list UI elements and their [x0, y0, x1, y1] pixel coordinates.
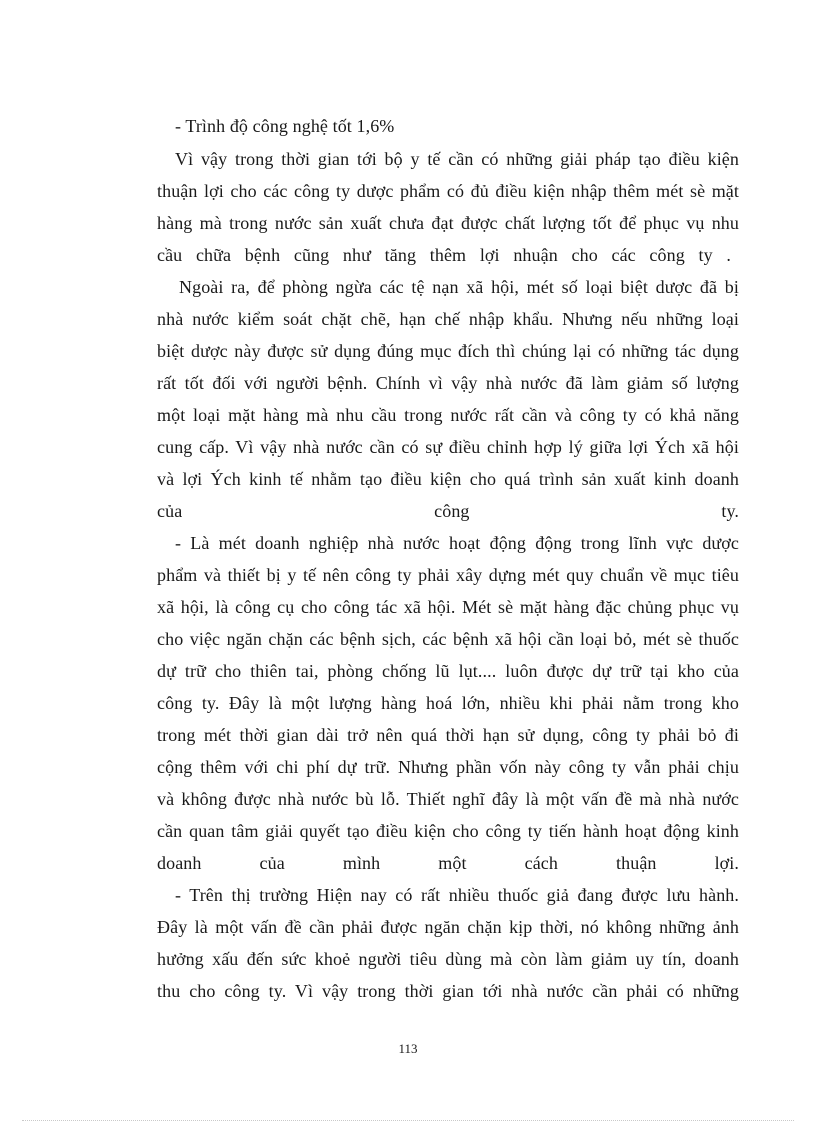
text-line-19: công ty. Đây là một lượng hàng hoá lớn, nhiều khi phải nằm trong kho	[157, 693, 739, 713]
text-line-21: cộng thêm với chi phí dự trữ. Nhưng phần vốn này công ty vẫn phải chịu	[157, 757, 739, 777]
text-line-18: dự trữ cho thiên tai, phòng chống lũ lụt.... luôn được dự trữ tại kho của	[157, 661, 739, 681]
text-line-11: cung cấp. Vì vậy nhà nước cần có sự điều chỉnh hợp lý giữa lợi Ých xã hội	[157, 437, 739, 457]
text-line-26: Đây là một vấn đề cần phải được ngăn chặn kịp thời, nó không những ảnh	[157, 917, 739, 937]
text-line-6: Ngoài ra, để phòng ngừa các tệ nạn xã hội, mét số loại biệt dược đã bị	[179, 277, 739, 297]
text-line-5: cầu chữa bệnh cũng như tăng thêm lợi nhuận cho các công ty .	[157, 245, 731, 265]
text-line-8: biệt dược này được sử dụng đúng mục đích thì chúng lại có những tác dụng	[157, 341, 739, 361]
text-line-27: hưởng xấu đến sức khoẻ người tiêu dùng mà còn làm giảm uy tín, doanh	[157, 949, 739, 969]
text-line-28: thu cho công ty. Vì vậy trong thời gian tới nhà nước cần phải có những	[157, 981, 739, 1001]
text-line-16: xã hội, là công cụ cho công tác xã hội. Mét sè mặt hàng đặc chủng phục vụ	[157, 597, 739, 617]
text-line-15: phẩm và thiết bị y tế nên công ty phải xây dựng mét quy chuẩn về mục tiêu	[157, 565, 739, 585]
text-line-3: thuận lợi cho các công ty dược phẩm có đủ điều kiện nhập thêm mét sè mặt	[157, 181, 739, 201]
text-line-14: - Là mét doanh nghiệp nhà nước hoạt động động trong lĩnh vực dược	[175, 533, 739, 553]
page-bottom-divider	[22, 1120, 794, 1121]
text-line-2: Vì vậy trong thời gian tới bộ y tế cần có những giải pháp tạo điều kiện	[175, 149, 739, 169]
text-line-23: cần quan tâm giải quyết tạo điều kiện cho công ty tiến hành hoạt động kinh	[157, 821, 739, 841]
text-line-9: rất tốt đối với người bệnh. Chính vì vậy nhà nước đã làm giảm số lượng	[157, 373, 739, 393]
text-line-25: - Trên thị trường Hiện nay có rất nhiều thuốc giả đang được lưu hành.	[175, 885, 739, 905]
text-line-13: của công ty.	[157, 501, 739, 521]
text-line-22: và không được nhà nước bù lỗ. Thiết nghĩ đây là một vấn đề mà nhà nước	[157, 789, 739, 809]
text-line-4: hàng mà trong nước sản xuất chưa đạt được chất lượng tốt để phục vụ nhu	[157, 213, 739, 233]
text-line-20: trong mét thời gian dài trở nên quá thời hạn sử dụng, công ty phải bỏ đi	[157, 725, 739, 745]
text-line-7: nhà nước kiểm soát chặt chẽ, hạn chế nhập khẩu. Nhưng nếu những loại	[157, 309, 739, 329]
text-line-1: - Trình độ công nghệ tốt 1,6%	[175, 116, 395, 136]
text-line-24: doanh của mình một cách thuận lợi.	[157, 853, 739, 873]
text-line-10: một loại mặt hàng mà nhu cầu trong nước rất cần và công ty có khả năng	[157, 405, 739, 425]
text-line-17: cho việc ngăn chặn các bệnh sịch, các bệnh xã hội cần loại bỏ, mét sè thuốc	[157, 629, 739, 649]
text-line-12: và lợi Ých kinh tế nhằm tạo điều kiện cho quá trình sản xuất kinh doanh	[157, 469, 739, 489]
page-number: 113	[398, 1041, 418, 1056]
